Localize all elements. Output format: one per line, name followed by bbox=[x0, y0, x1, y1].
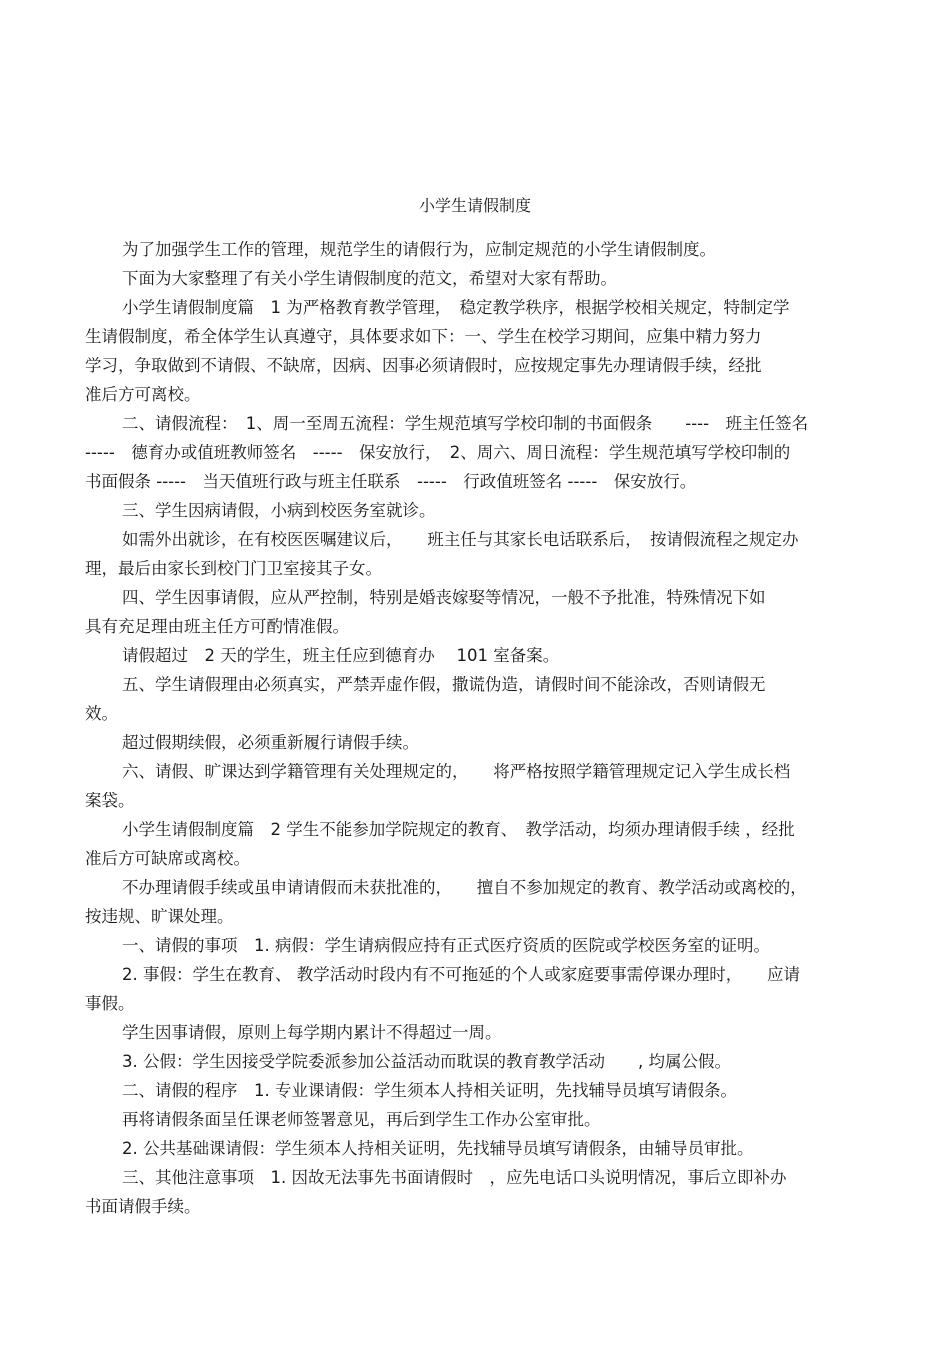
paragraph-line: 案袋。 bbox=[85, 791, 135, 810]
paragraph-line: 一、请假的事项 1. 病假：学生请病假应持有正式医疗资质的医院或学校医务室的证明。 bbox=[122, 936, 770, 955]
paragraph-line: 再将请假条面呈任课老师签署意见，再后到学生工作办公室审批。 bbox=[122, 1110, 601, 1129]
paragraph-line: 为了加强学生工作的管理，规范学生的请假行为，应制定规范的小学生请假制度。 bbox=[122, 240, 716, 259]
paragraph-line: 六、请假、旷课达到学籍管理有关处理规定的， 将严格按照学籍管理规定记入学生成长档 bbox=[122, 762, 791, 781]
paragraph-line: 按违规、旷课处理。 bbox=[85, 907, 234, 926]
paragraph-line: 2. 事假：学生在教育、 教学活动时段内有不可拖延的个人或家庭要事需停课办理时， 应请 bbox=[122, 965, 800, 984]
paragraph-line: 不办理请假手续或虽申请请假而未获批准的， 擅自不参加规定的教育、教学活动或离校的， bbox=[122, 878, 807, 897]
paragraph-line: 小学生请假制度篇 2 学生不能参加学院规定的教育、 教学活动，均须办理请假手续 ，经批 bbox=[122, 820, 795, 839]
paragraph-line: 事假。 bbox=[85, 994, 135, 1013]
paragraph-line: 如需外出就诊，在有校医医嘱建议后， 班主任与其家长电话联系后， 按请假流程之规定办 bbox=[122, 530, 799, 549]
paragraph-line: 五、学生请假理由必须真实，严禁弄虚作假，撒谎伪造，请假时间不能涂改，否则请假无 bbox=[122, 675, 766, 694]
paragraph-line: 生请假制度，希全体学生认真遵守，具体要求如下：一、学生在校学习期间，应集中精力努力 bbox=[85, 327, 762, 346]
paragraph-line: 三、学生因病请假，小病到校医务室就诊。 bbox=[122, 501, 436, 520]
paragraph-line: 三、其他注意事项 1. 因故无法事先书面请假时 ，应先电话口头说明情况，事后立即补办 bbox=[122, 1168, 787, 1187]
paragraph-line: 四、学生因事请假，应从严控制，特别是婚丧嫁娶等情况，一般不予批准，特殊情况下如 bbox=[122, 588, 766, 607]
paragraph-line: ----- 德育办或值班教师签名 ----- 保安放行， 2、周六、周日流程：学生规范填写学校印制的 bbox=[85, 443, 791, 462]
paragraph-line: 具有充足理由班主任方可酌情准假。 bbox=[85, 617, 349, 636]
paragraph-line: 效。 bbox=[85, 704, 118, 723]
paragraph-line: 学生因事请假，原则上每学期内累计不得超过一周。 bbox=[122, 1023, 502, 1042]
paragraph-line: 超过假期续假，必须重新履行请假手续。 bbox=[122, 733, 419, 752]
paragraph-line: 小学生请假制度篇 1 为严格教育教学管理， 稳定教学秩序，根据学校相关规定，特制定学 bbox=[122, 298, 790, 317]
paragraph-line: 3. 公假：学生因接受学院委派参加公益活动而耽误的教育教学活动 , 均属公假。 bbox=[122, 1052, 731, 1071]
paragraph-line: 下面为大家整理了有关小学生请假制度的范文，希望对大家有帮助。 bbox=[122, 269, 617, 288]
paragraph-line: 二、请假的程序 1. 专业课请假：学生须本人持相关证明，先找辅导员填写请假条。 bbox=[122, 1081, 737, 1100]
paragraph-line: 准后方可离校。 bbox=[85, 385, 201, 404]
paragraph-line: 准后方可缺席或离校。 bbox=[85, 849, 250, 868]
paragraph-line: 2. 公共基础课请假：学生须本人持相关证明，先找辅导员填写请假条，由辅导员审批。 bbox=[122, 1139, 754, 1158]
paragraph-line: 书面假条 ----- 当天值班行政与班主任联系 ----- 行政值班签名 ----- 保安放行。 bbox=[85, 472, 697, 491]
document-title: 小学生请假制度 bbox=[418, 196, 531, 215]
paragraph-line: 书面请假手续。 bbox=[85, 1197, 201, 1216]
paragraph-line: 理，最后由家长到校门门卫室接其子女。 bbox=[85, 559, 382, 578]
paragraph-line: 二、请假流程： 1、周一至周五流程：学生规范填写学校印制的书面假条 ---- 班主任签名 bbox=[122, 414, 809, 433]
paragraph-line: 学习，争取做到不请假、不缺席，因病、因事必须请假时，应按规定事先办理请假手续，经批 bbox=[85, 356, 762, 375]
paragraph-line: 请假超过 2 天的学生，班主任应到德育办 101 室备案。 bbox=[122, 646, 560, 665]
